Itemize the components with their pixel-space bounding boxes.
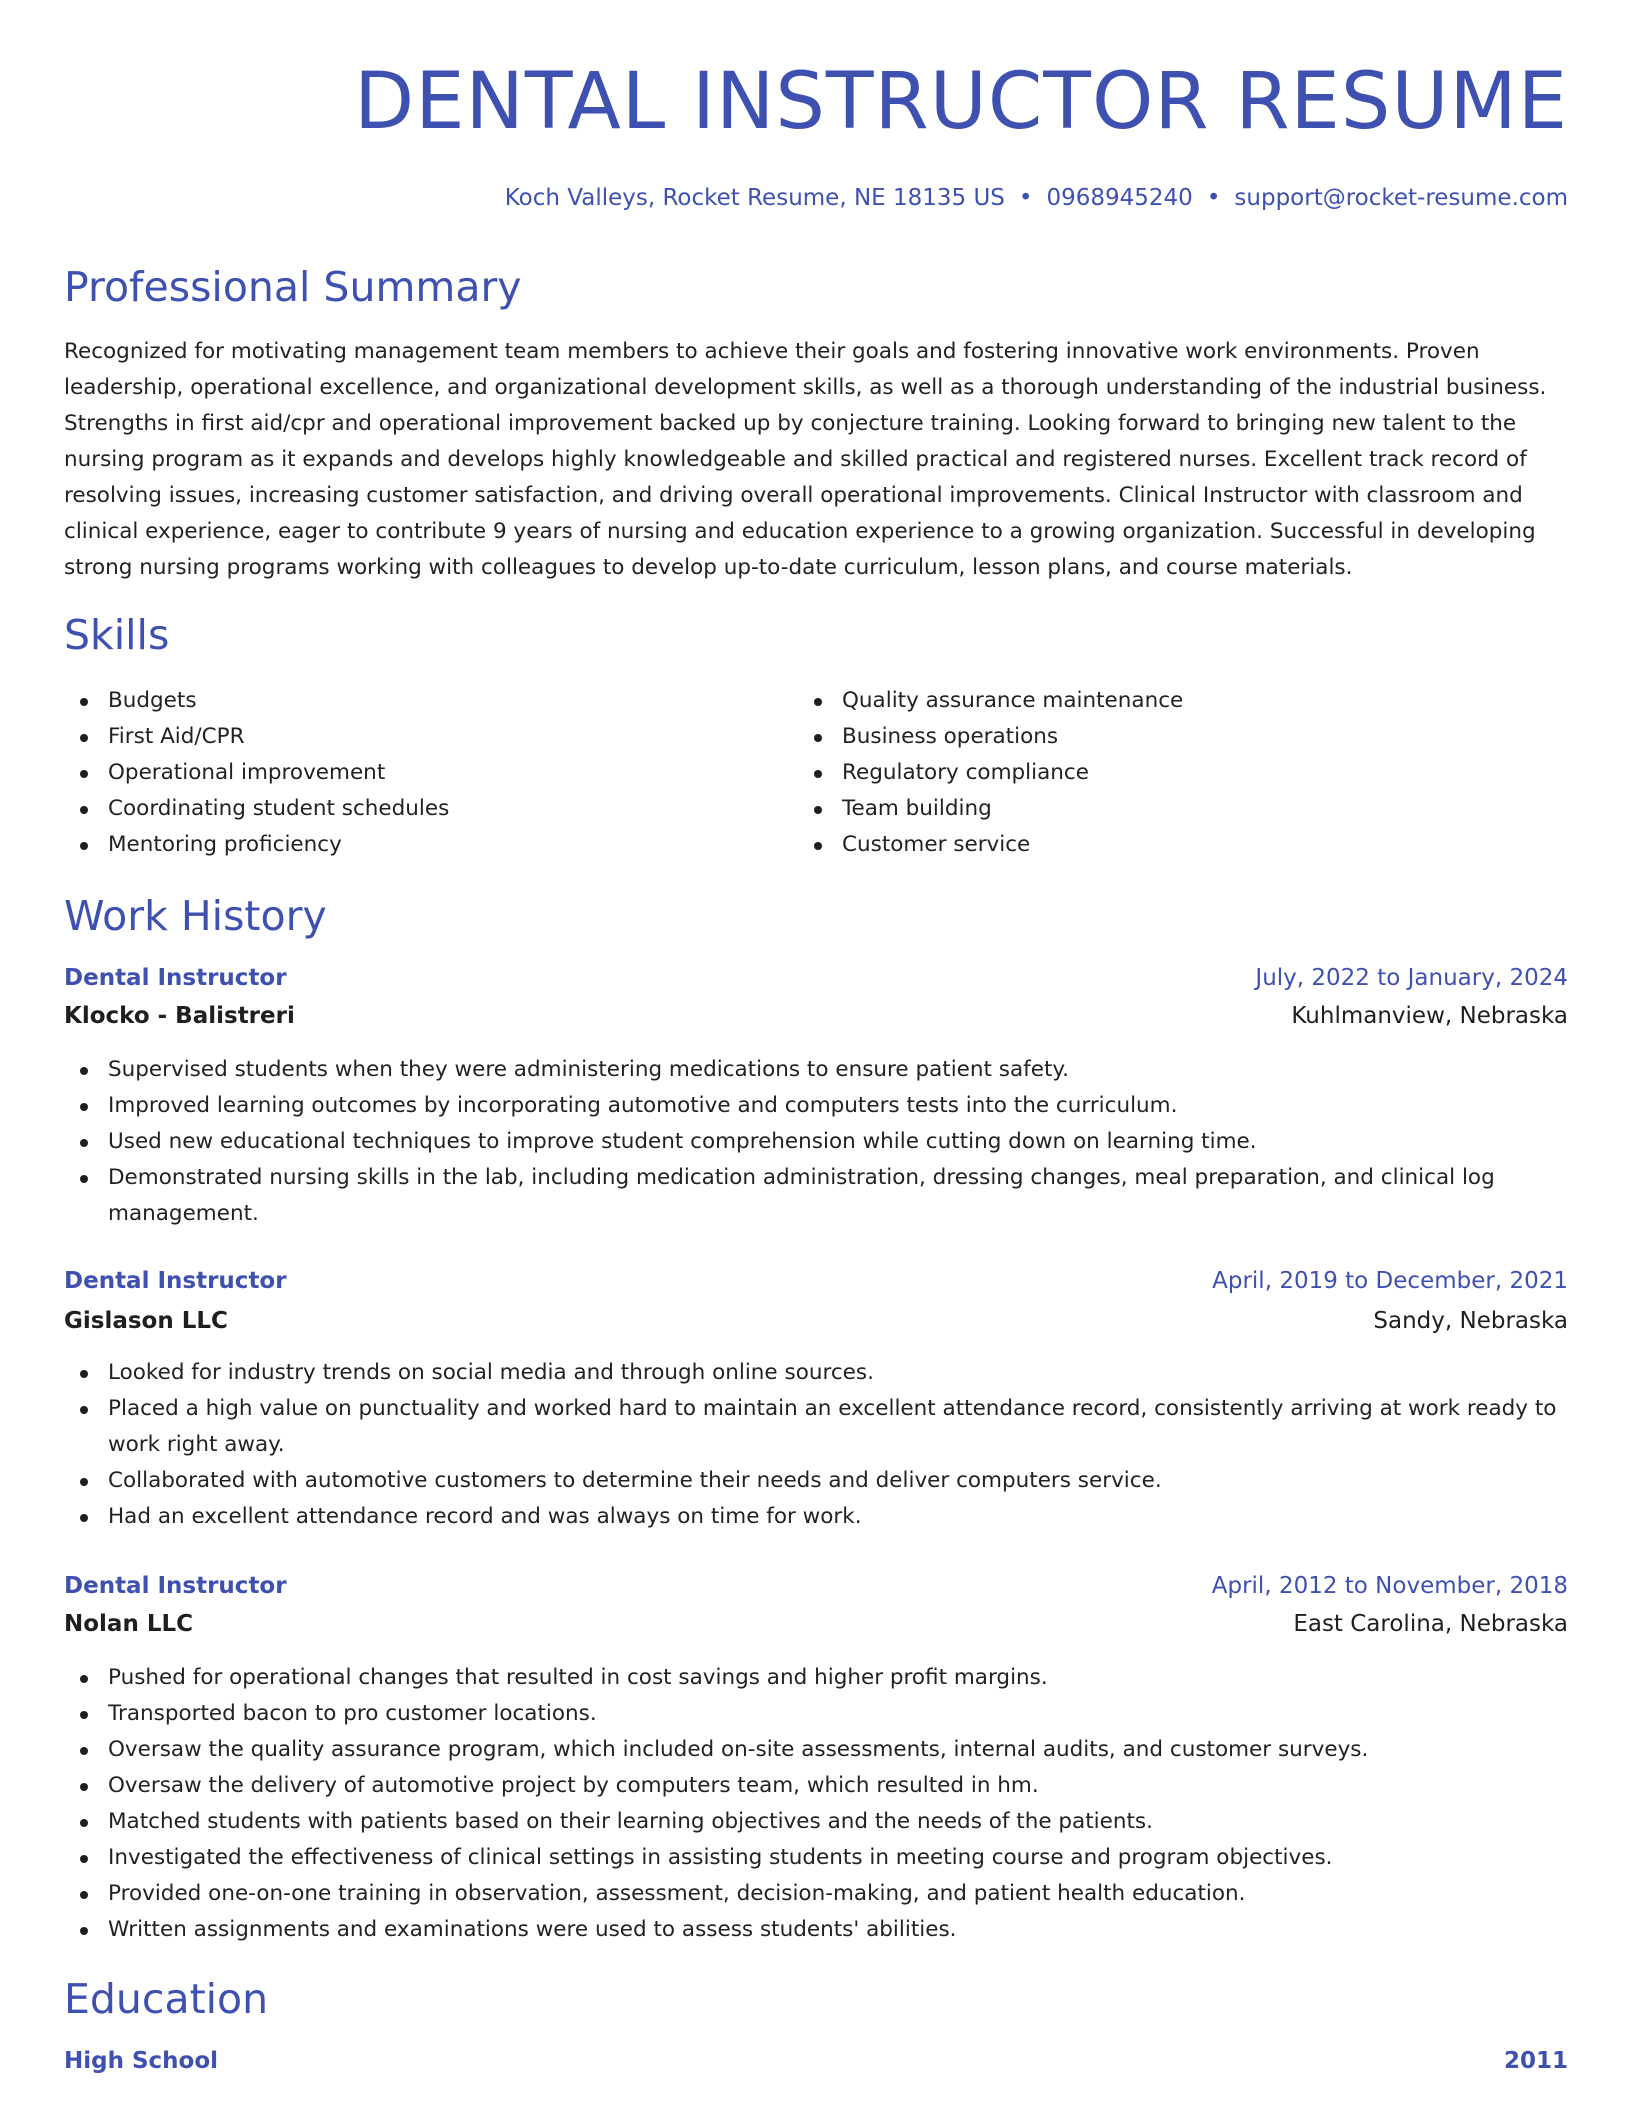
job-company: Gislason LLC — [64, 1308, 228, 1334]
job-location: Kuhlmanview, Nebraska — [1291, 1003, 1568, 1029]
job-dates: July, 2022 to January, 2024 — [1255, 965, 1568, 991]
job-bullets — [64, 1355, 1568, 1535]
job-location: Sandy, Nebraska — [1373, 1308, 1568, 1334]
job-bullets — [64, 1052, 1568, 1232]
job-bullet: Improved learning outcomes by incorporating automotive and computers tests into the curriculum. — [64, 1088, 1568, 1124]
skill-item: Budgets — [64, 683, 764, 719]
summary-heading: Professional Summary — [64, 263, 522, 311]
skills-heading: Skills — [64, 611, 170, 659]
skill-item: Regulatory compliance — [798, 755, 1498, 791]
summary-text: Recognized for motivating management team members to achieve their goals and fostering innovative work environments. Proven leadership, operational excellence, and organizational development skills, as well as a thorough understanding of the industrial business. Strengths in first aid/cpr and operational improvement backed up by conjecture training. Looking forward to bringing new talent to the nursing program as it expands and develops highly knowledgeable and skilled practical and registered nurses. Excellent track record of resolving issues, increasing customer satisfaction, and driving overall operational improvements. Clinical Instructor with classroom and clinical experience, eager to contribute 9 years of nursing and education experience to a growing organization. Successful in developing strong nursing programs working with colleagues to develop up-to-date curriculum, lesson plans, and course materials. — [64, 339, 1547, 580]
skill-item: First Aid/CPR — [64, 719, 764, 755]
job-bullets — [64, 1660, 1568, 1948]
work-history-heading: Work History — [64, 892, 327, 940]
job-bullet: Oversaw the quality assurance program, which included on-site assessments, internal audits, and customer surveys. — [64, 1732, 1568, 1768]
job-bullet: Oversaw the delivery of automotive project by computers team, which resulted in hm. — [64, 1768, 1568, 1804]
skill-item: Customer service — [798, 827, 1498, 863]
job-bullet: Investigated the effectiveness of clinical settings in assisting students in meeting course and program objectives. — [64, 1840, 1568, 1876]
job-bullet: Collaborated with automotive customers to determine their needs and deliver computers service. — [64, 1463, 1568, 1499]
job-bullet: Supervised students when they were administering medications to ensure patient safety. — [64, 1052, 1568, 1088]
job-bullet: Placed a high value on punctuality and worked hard to maintain an excellent attendance record, consistently arriving at work ready to work right away. — [64, 1391, 1568, 1463]
education-degree: High School — [64, 2048, 219, 2074]
job-bullet: Looked for industry trends on social media and through online sources. — [64, 1355, 1568, 1391]
skill-item: Business operations — [798, 719, 1498, 755]
contact-line — [505, 180, 1568, 216]
skills-list-left — [64, 683, 764, 863]
job-location: East Carolina, Nebraska — [1293, 1611, 1568, 1637]
job-company: Klocko - Balistreri — [64, 1003, 295, 1029]
job-title: Dental Instructor — [64, 965, 287, 991]
contact-email[interactable]: support@rocket-resume.com — [1234, 185, 1568, 211]
job-bullet: Demonstrated nursing skills in the lab, including medication administration, dressing changes, meal preparation, and clinical log management. — [64, 1160, 1568, 1232]
job-title: Dental Instructor — [64, 1268, 287, 1294]
skill-item: Operational improvement — [64, 755, 764, 791]
job-dates: April, 2012 to November, 2018 — [1211, 1573, 1568, 1599]
resume-title: DENTAL INSTRUCTOR RESUME — [354, 57, 1568, 147]
skills-list-right — [798, 683, 1498, 863]
skill-item: Mentoring proficiency — [64, 827, 764, 863]
job-bullet: Written assignments and examinations were used to assess students' abilities. — [64, 1912, 1568, 1948]
job-bullet: Had an excellent attendance record and was always on time for work. — [64, 1499, 1568, 1535]
job-company: Nolan LLC — [64, 1611, 194, 1637]
job-dates: April, 2019 to December, 2021 — [1212, 1268, 1568, 1294]
job-bullet: Pushed for operational changes that resulted in cost savings and higher profit margins. — [64, 1660, 1568, 1696]
contact-separator: • — [1206, 185, 1221, 211]
contact-separator: • — [1018, 185, 1033, 211]
job-bullet: Provided one-on-one training in observation, assessment, decision-making, and patient health education. — [64, 1876, 1568, 1912]
job-bullet: Used new educational techniques to improve student comprehension while cutting down on learning time. — [64, 1124, 1568, 1160]
education-heading: Education — [64, 1975, 269, 2023]
contact-phone: 0968945240 — [1046, 185, 1193, 211]
skill-item: Coordinating student schedules — [64, 791, 764, 827]
education-year: 2011 — [1503, 2048, 1568, 2074]
job-bullet: Transported bacon to pro customer locations. — [64, 1696, 1568, 1732]
skill-item: Team building — [798, 791, 1498, 827]
job-bullet: Matched students with patients based on their learning objectives and the needs of the patients. — [64, 1804, 1568, 1840]
skill-item: Quality assurance maintenance — [798, 683, 1498, 719]
job-title: Dental Instructor — [64, 1573, 287, 1599]
contact-address: Koch Valleys, Rocket Resume, NE 18135 US — [504, 185, 1005, 211]
